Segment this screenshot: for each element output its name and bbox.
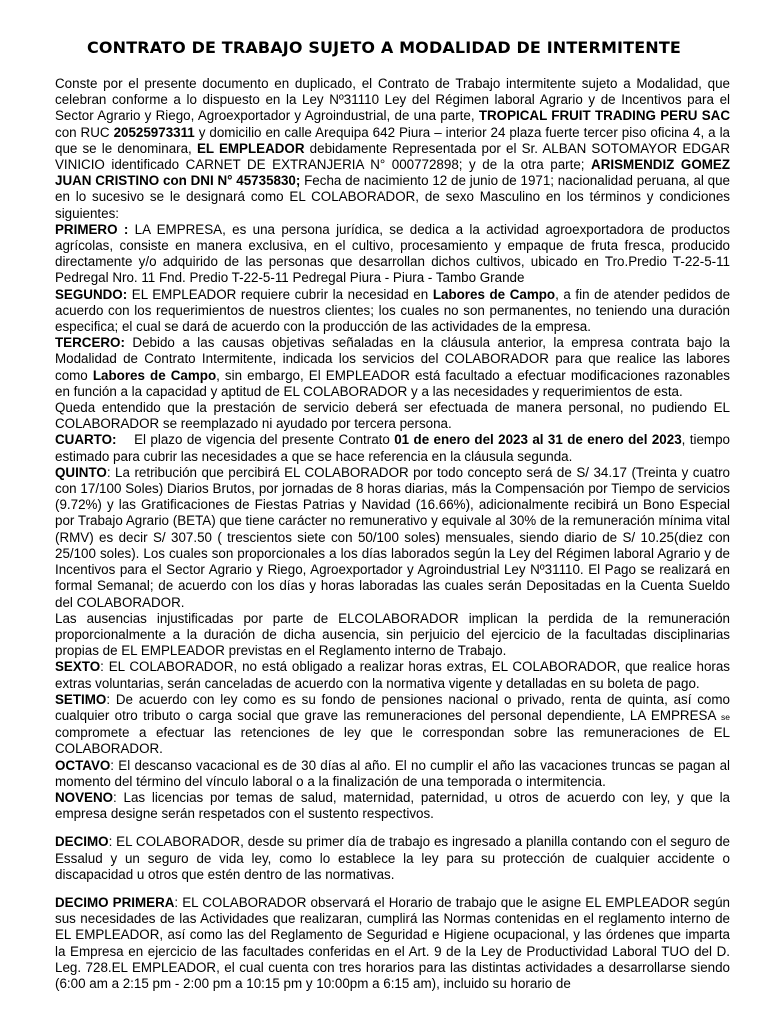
clause-text-small: se	[721, 711, 730, 722]
clause-text: , tiempo estimado para cubrir las necesidades a que se hace referencia en la cláusula segunda.	[55, 432, 730, 464]
clause-sexto	[55, 659, 730, 691]
clause-tercero-continued: Queda entendido que la prestación de servicio deberá ser efectuada de manera personal, no pudiendo EL COLABORADOR se reemplazado ni ayudado por tercera persona.	[55, 400, 730, 432]
contract-body	[55, 76, 730, 992]
intro-text: Fecha de nacimiento 12 de junio de 1971; nacionalidad peruana, al que en lo sucesivo se le designará como EL COLABORADOR, de sexo Masculino en los términos y condiciones siguientes:	[55, 173, 730, 221]
clause-text: : Las licencias por temas de salud, maternidad, paternidad, u otros de acuerdo con ley, y que la empresa designe serán respetados con el sustento respectivos.	[55, 789, 730, 822]
clause-quinto	[55, 465, 730, 611]
clause-text: : De acuerdo con ley como es su fondo de pensiones nacional o privado, renta de quinta, así como cualquier otro tributo o carga social que grave las remuneraciones del personal dependiente, LA EMPRESA	[55, 691, 730, 723]
clause-label: PRIMERO :	[55, 221, 129, 237]
clause-text: : EL COLABORADOR observará el Horario de trabajo que le asigne EL EMPLEADOR según sus necesidades de las Actividades que realizaran, cumplirá las Normas contenidas en el reglamento interno de EL EMPLEADOR, así como las del Reglamento de Seguridad e Higiene ocupacional, y las órdenes que imparta la Empresa en ejercicio de las facultades conferidas en el Art. 9 de la Ley de Productividad Laboral TUO del D. Leg. 728.EL EMPLEADOR, el cual cuenta con tres horarios para las distintas actividades a desarrollarse siendo (6:00 am a 2:15 pm - 2:00 pm a 10:15 pm y 10:00pm a 6:15 am), incluido su horario de	[55, 894, 730, 991]
clause-label: TERCERO:	[55, 335, 125, 351]
clause-label: SEGUNDO:	[55, 286, 128, 302]
clause-decimo-primera	[55, 895, 730, 992]
clause-segundo	[55, 287, 730, 336]
document-title: CONTRATO DE TRABAJO SUJETO A MODALIDAD DE INTERMITENTE	[87, 38, 681, 57]
clause-label: DECIMO PRIMERA	[55, 894, 175, 910]
clause-label: QUINTO	[55, 464, 107, 480]
company-ruc: 20525973311	[113, 124, 195, 140]
clause-text: EL EMPLEADOR requiere cubrir la necesidad en	[131, 286, 429, 302]
intro-text: Conste por el presente documento en duplicado, el Contrato de Trabajo intermitente sujeto a Modalidad, que celebran conforme a lo dispuesto en la Ley Nº31110 Ley del Régimen laboral Agrario y de Incentivos para el Sector Agrario y Riego, Agroexportador y Agroindustrial, de una parte,	[55, 76, 730, 124]
clause-label: NOVENO	[55, 789, 114, 805]
company-name: TROPICAL FRUIT TRADING PERU SAC	[478, 108, 730, 124]
clause-text: , a fin de atender pedidos de acuerdo con los requerimientos de nuestros clientes; los cuales no son permanentes, no teniendo una duración especifica; el cual se dará de acuerdo con la producción de las actividades de la empresa.	[55, 286, 731, 335]
clause-label: OCTAVO	[55, 757, 111, 773]
clause-label: DECIMO	[55, 834, 109, 850]
intro-text: debidamente Representada por el Sr. ALBAN SOTOMAYOR EDGAR VINICIO identificado CARNET DE EXTRANJERIA N° 000772898; y de la otra parte;	[55, 140, 730, 173]
clause-primero	[55, 222, 730, 287]
employer-term: EL EMPLEADOR	[196, 140, 305, 156]
clause-noveno	[55, 790, 730, 822]
clause-text: El plazo de vigencia del presente Contrato	[134, 432, 390, 448]
intro-paragraph	[55, 76, 730, 222]
clause-text: : EL COLABORADOR, no está obligado a realizar horas extras, EL COLABORADOR, que realice horas extras voluntarias, serán canceladas de acuerdo con la normativa vigente y detalladas en su boleta de pago.	[55, 659, 730, 691]
clause-label: SETIMO	[55, 691, 107, 707]
clause-quinto-continued: Las ausencias injustificadas por parte de ELCOLABORADOR implican la perdida de la remuneración proporcionalmente a la duración de dicha ausencia, sin perjuicio del ejercicio de la facultadas disciplinarias propias de EL EMPLEADOR previstas en el Reglamento interno de Trabajo.	[55, 610, 730, 659]
clause-text: compromete a efectuar las retenciones de ley que le correspondan sobre las remuneraciones de EL COLABORADOR.	[55, 725, 730, 757]
clause-text: , sin embargo, El EMPLEADOR está facultado a efectuar modificaciones razonables en función a la capacidad y aptitud de EL COLABORADOR y a las necesidades y requerimientos de esta.	[55, 367, 730, 399]
job-title: Labores de Campo	[92, 367, 217, 383]
intro-text: con RUC	[55, 124, 110, 140]
clause-label: SEXTO	[55, 659, 101, 675]
clause-decimo	[55, 834, 730, 883]
clause-octavo	[55, 758, 730, 790]
intro-text: y domicilio en calle Arequipa 642 Piura – interior 24 plaza fuerte tercer piso oficina 4, a la que se le denominara,	[55, 124, 730, 156]
contract-period: 01 de enero del 2023 al 31 de enero del 2023	[394, 432, 682, 448]
clause-label: CUARTO:	[55, 432, 117, 448]
clause-cuarto	[55, 432, 730, 464]
worker-name: ARISMENDIZ GOMEZ JUAN CRISTINO con DNI N° 45735830;	[55, 157, 730, 189]
clause-text: : La retribución que percibirá EL COLABORADOR por todo concepto será de S/ 34.17 (Treinta y cuatro con 17/100 Soles) Diarios Brutos, por jornadas de 8 horas diarias, más la Compensación por Tiempo de servicios (9.72%) y las Gratificaciones de Fiestas Patrias y Navidad (16.66%), adicionalmente recibirá un Bono Especial por Trabajo Agrario (BETA) que tiene carácter no remunerativo y equivale al 30% de la remuneración mínima vital (RMV) es decir S/ 307.50 ( trescientos siete con 50/100 soles) mensuales, siendo diario de S/ 10.25(diez con 25/100 soles). Los cuales son proporcionales a los días laborados según la Ley del Régimen laboral Agrario y de Incentivos para el Sector Agrario y Riego, Agroexportador y Agroindustrial Ley Nº31110. El Pago se realizará en formal Semanal; de acuerdo con los días y horas laboradas las cuales serán Depositadas en la Cuenta Sueldo del COLABORADOR.	[55, 464, 730, 610]
clause-tercero	[55, 335, 730, 400]
job-title: Labores de Campo	[432, 286, 556, 302]
clause-text: Debido a las causas objetivas señaladas en la cláusula anterior, la empresa contrata bajo la Modalidad de Contrato Intermitente, indicada los servicios del COLABORADOR para que realice las labores como	[55, 335, 730, 383]
clause-text: : El descanso vacacional es de 30 días al año. El no cumplir el año las vacaciones truncas se pagan al momento del término del vínculo laboral o a la finalización de una temporada o intermitencia.	[55, 757, 730, 789]
clause-text: LA EMPRESA, es una persona jurídica, se dedica a la actividad agroexportadora de productos agrícolas, consiste en manera exclusiva, en el cultivo, procesamiento y empaque de fruta fresca, producido directamente y/o adquirido de las personas que desarrollan dichos cultivos, ubicado en Tro.Predio T-22-5-11 Pedregal Nro. 11 Fnd. Predio T-22-5-11 Pedregal Piura - Piura - Tambo Grande	[55, 221, 730, 286]
clause-text: : EL COLABORADOR, desde su primer día de trabajo es ingresado a planilla contando con el seguro de Essalud y un seguro de vida ley, como lo establece la ley para su protección de cualquier accidente o discapacidad u otros que estén dentro de las normativas.	[55, 834, 730, 882]
clause-setimo	[55, 692, 730, 758]
